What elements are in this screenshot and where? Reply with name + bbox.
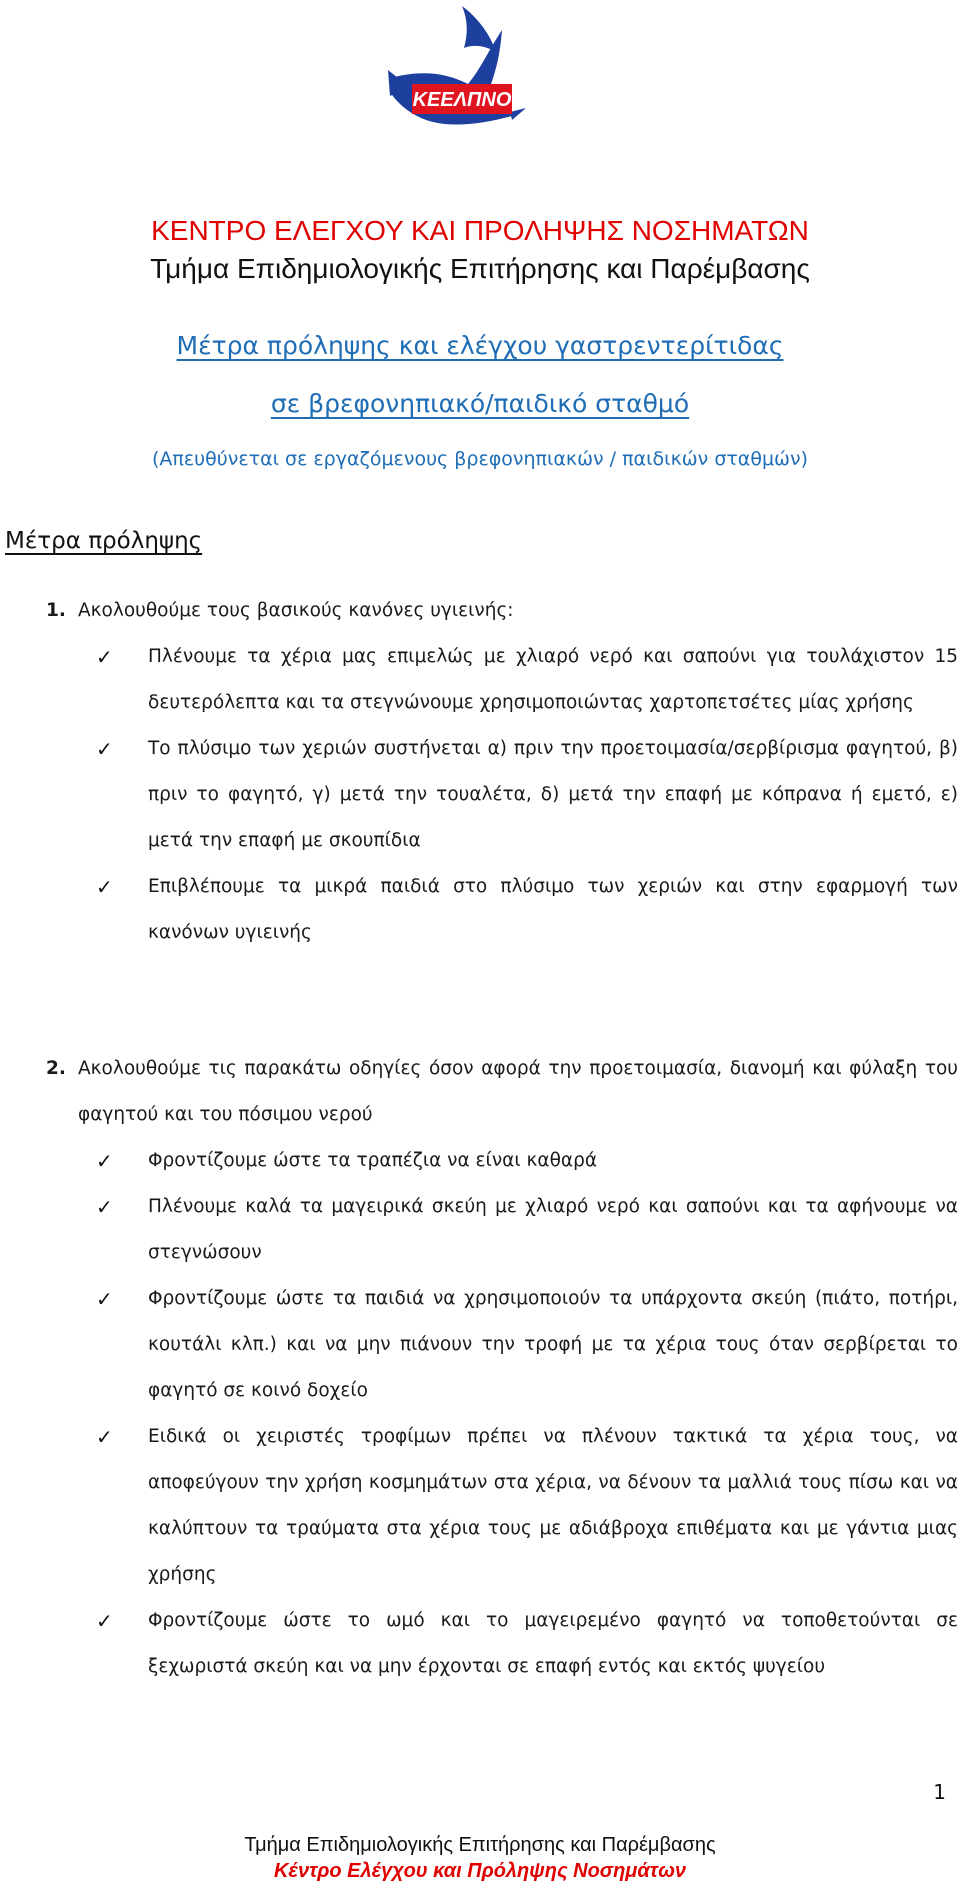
bullet-text: Επιβλέπουμε τα μικρά παιδιά στο πλύσιμο των χεριών και στην εφαρμογή των κανόνων υγιεινής bbox=[148, 876, 958, 943]
numbered-item-1 bbox=[46, 588, 958, 956]
bullet-text: Πλένουμε καλά τα μαγειρικά σκεύη με χλιαρό νερό και σαπούνι και τα αφήνουμε να στεγνώσουν bbox=[148, 1196, 958, 1263]
bullet-item bbox=[78, 1414, 958, 1598]
bullet-item bbox=[78, 634, 958, 726]
dove-logo-icon bbox=[350, 0, 550, 175]
bullet-item bbox=[78, 1184, 958, 1276]
bullet-item bbox=[78, 864, 958, 956]
checkmark-icon: ✓ bbox=[96, 1149, 113, 1173]
section-heading: Μέτρα πρόληψης bbox=[5, 528, 203, 554]
bullet-item bbox=[78, 1598, 958, 1690]
checkmark-icon: ✓ bbox=[96, 645, 113, 669]
checkmark-icon: ✓ bbox=[96, 1425, 113, 1449]
checkmark-icon: ✓ bbox=[96, 1287, 113, 1311]
item-intro: Ακολουθούμε τους βασικούς κανόνες υγιεινής: bbox=[78, 600, 514, 621]
footer-organization: Κέντρο Ελέγχου και Πρόληψης Νοσημάτων bbox=[273, 1860, 687, 1882]
bullet-text: Ειδικά οι χειριστές τροφίμων πρέπει να πλένουν τακτικά τα χέρια τους, να αποφεύγουν την χρήση κοσμημάτων στα χέρια, να δένουν τα μαλλιά τους πίσω και να καλύπτουν τα τραύματα στα χέρια τους με αδιάβροχα επιθέματα και με γάντια μιας χρήσης bbox=[148, 1426, 958, 1585]
bullet-item bbox=[78, 1276, 958, 1414]
item-number: 2. bbox=[46, 1058, 66, 1079]
document-title-line-1: Μέτρα πρόληψης και ελέγχου γαστρεντερίτιδας bbox=[176, 331, 784, 360]
checkmark-icon: ✓ bbox=[96, 737, 113, 761]
organization-name: ΚΕΝΤΡΟ ΕΛΕΓΧΟΥ ΚΑΙ ΠΡΟΛΗΨΗΣ ΝΟΣΗΜΑΤΩΝ bbox=[151, 215, 809, 246]
document-subtitle: (Απευθύνεται σε εργαζόμενους βρεφονηπιακών / παιδικών σταθμών) bbox=[152, 448, 808, 470]
logo-text: ΚΕΕΛΠΝΟ bbox=[412, 89, 512, 111]
item-number: 1. bbox=[46, 600, 66, 621]
bullet-item bbox=[78, 1138, 958, 1184]
item-intro: Ακολουθούμε τις παρακάτω οδηγίες όσον αφορά την προετοιμασία, διανομή και φύλαξη του φαγητού και του πόσιμου νερού bbox=[78, 1058, 958, 1125]
document-title-line-2: σε βρεφονηπιακό/παιδικό σταθμό bbox=[270, 389, 690, 418]
footer-department: Τμήμα Επιδημιολογικής Επιτήρησης και Παρέμβασης bbox=[244, 1834, 716, 1856]
bullet-item bbox=[78, 726, 958, 864]
bullet-text: Το πλύσιμο των χεριών συστήνεται α) πριν την προετοιμασία/σερβίρισμα φαγητού, β) πριν το φαγητό, γ) μετά την τουαλέτα, δ) μετά την επαφή με κόπρανα ή εμετό, ε) μετά την επαφή με σκουπίδια bbox=[148, 738, 958, 851]
checkmark-icon: ✓ bbox=[96, 875, 113, 899]
bullet-text: Φροντίζουμε ώστε τα τραπέζια να είναι καθαρά bbox=[148, 1150, 598, 1171]
keelpno-logo bbox=[350, 0, 550, 175]
page-number: 1 bbox=[933, 1780, 946, 1804]
bullet-list bbox=[78, 1138, 958, 1690]
bullet-text: Πλένουμε τα χέρια μας επιμελώς με χλιαρό νερό και σαπούνι για τουλάχιστον 15 δευτερόλεπτα και τα στεγνώνουμε χρησιμοποιώντας χαρτοπετσέτες μίας χρήσης bbox=[148, 646, 958, 713]
checkmark-icon: ✓ bbox=[96, 1609, 113, 1633]
checkmark-icon: ✓ bbox=[96, 1195, 113, 1219]
bullet-text: Φροντίζουμε ώστε τα παιδιά να χρησιμοποιούν τα υπάρχοντα σκεύη (πιάτο, ποτήρι, κουτάλι κλπ.) και να μην πιάνουν την τροφή με τα χέρια τους όταν σερβίρεται το φαγητό σε κοινό δοχείο bbox=[148, 1288, 958, 1401]
bullet-list bbox=[78, 634, 958, 956]
bullet-text: Φροντίζουμε ώστε το ωμό και το μαγειρεμένο φαγητό να τοποθετούνται σε ξεχωριστά σκεύη και να μην έρχονται σε επαφή εντός και εκτός ψυγείου bbox=[148, 1610, 958, 1677]
department-name: Τμήμα Επιδημιολογικής Επιτήρησης και Παρέμβασης bbox=[150, 253, 810, 284]
numbered-item-2 bbox=[46, 1046, 958, 1690]
